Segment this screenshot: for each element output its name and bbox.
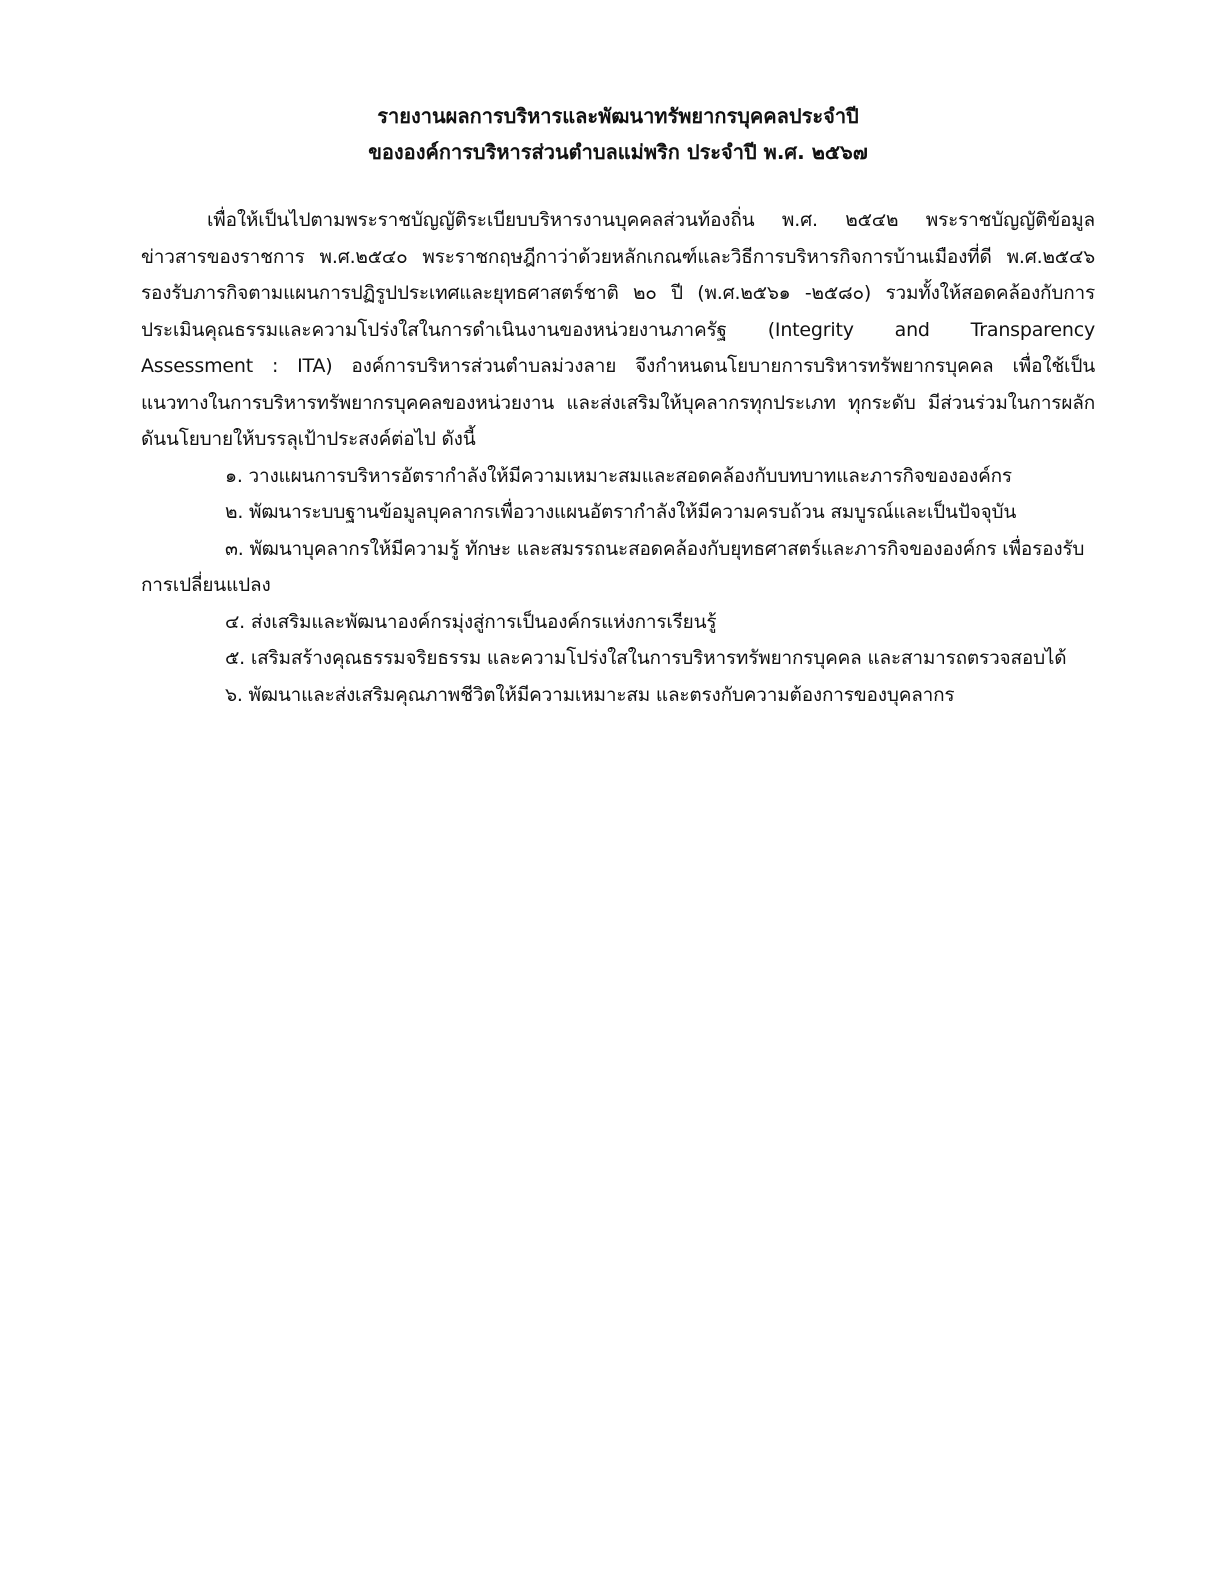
policy-item-1: ๑. วางแผนการบริหารอัตรากำลังให้มีความเหมาะสมและสอดคล้องกับบทบาทและภารกิจขององค์กร (225, 464, 1012, 487)
policy-item-3: ๓. พัฒนาบุคลากรให้มีความรู้ ทักษะ และสมรรถนะสอดคล้องกับยุทธศาสตร์และภารกิจขององค์กร เพื่อรองรับการเปลี่ยนแปลง (141, 537, 1085, 596)
policy-item-4: ๔. ส่งเสริมและพัฒนาองค์กรมุ่งสู่การเป็นองค์กรแห่งการเรียนรู้ (225, 610, 717, 633)
document-page (141, 98, 1095, 713)
policy-list (141, 458, 1095, 714)
intro-paragraph: เพื่อให้เป็นไปตามพระราชบัญญัติระเบียบบริหารงานบุคคลส่วนท้องถิ่น พ.ศ. ๒๕๔๒ พระราชบัญญัติข้อมูลข่าวสารของราชการ พ.ศ.๒๕๔๐ พระราชกฤษฎีกาว่าด้วยหลักเกณฑ์และวิธีการบริหารกิจการบ้านเมืองที่ดี พ.ศ.๒๕๔๖ รองรับภารกิจตามแผนการปฏิรูปประเทศและยุทธศาสตร์ชาติ ๒๐ ปี (พ.ศ.๒๕๖๑ -๒๕๘๐) รวมทั้งให้สอดคล้องกับการประเมินคุณธรรมและความโปร่งใสในการดำเนินงานของหน่วยงานภาครัฐ (Integrity and Transparency Assessment : ITA) องค์การบริหารส่วนตำบลม่วงลาย จึงกำหนดนโยบายการบริหารทรัพยากรบุคคล เพื่อใช้เป็นแนวทางในการบริหารทรัพยากรบุคคลของหน่วยงาน และส่งเสริมให้บุคลากรทุกประเภท ทุกระดับ มีส่วนร่วมในการผลักดันนโยบายให้บรรลุเป้าประสงค์ต่อไป ดังนี้ (141, 209, 1095, 450)
policy-item-2: ๒. พัฒนาระบบฐานข้อมูลบุคลากรเพื่อวางแผนอัตรากำลังให้มีความครบถ้วน สมบูรณ์และเป็นปัจจุบัน (225, 501, 1017, 523)
document-title-block (141, 98, 1095, 170)
policy-item-5: ๕. เสริมสร้างคุณธรรมจริยธรรม และความโปร่งใสในการบริหารทรัพยากรบุคคล และสามารถตรวจสอบได้ (225, 647, 1067, 669)
document-title-line-2: ขององค์การบริหารส่วนตำบลแม่พริก ประจำปี พ.ศ. ๒๕๖๗ (368, 140, 868, 164)
document-title-line-1: รายงานผลการบริหารและพัฒนาทรัพยากรบุคคลประจำปี (377, 104, 859, 128)
policy-item-6: ๖. พัฒนาและส่งเสริมคุณภาพชีวิตให้มีความเหมาะสม และตรงกับความต้องการของบุคลากร (225, 683, 955, 706)
